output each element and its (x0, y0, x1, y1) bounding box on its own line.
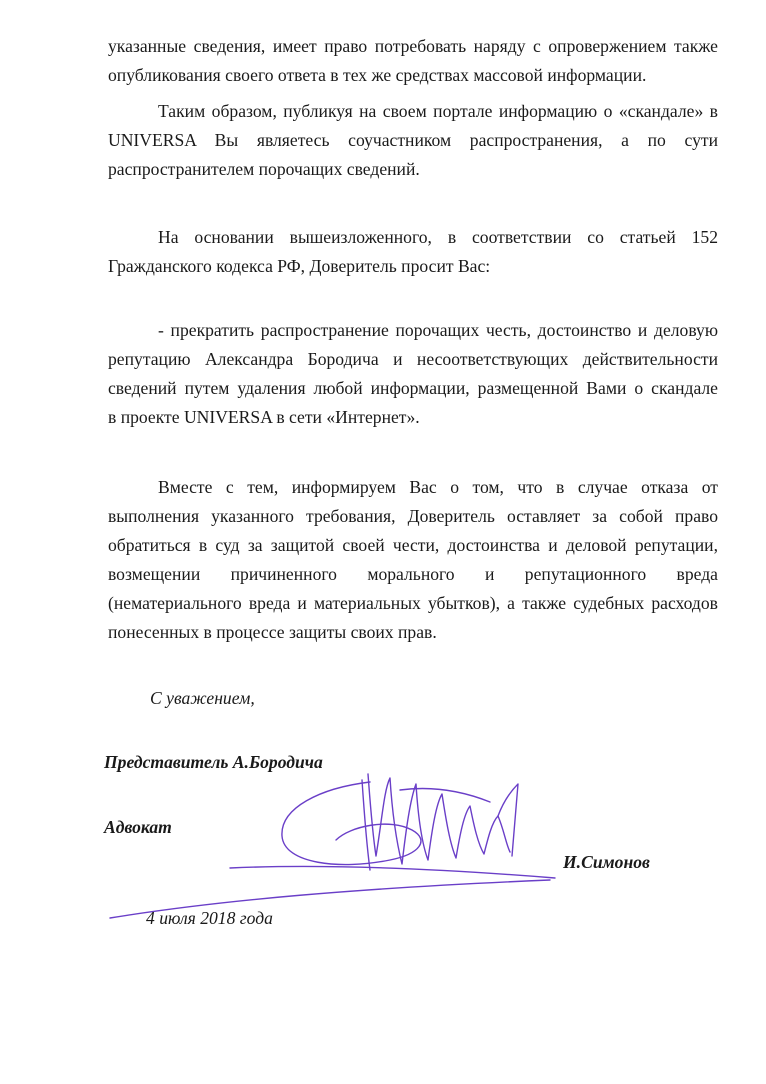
paragraph-3 (108, 223, 718, 281)
text-line: опубликования своего ответа в тех же средствах массовой информации. (108, 65, 647, 85)
text-line: UNIVERSA Вы являетесь соучастником распространения, а по сути (108, 130, 718, 150)
text-line: - прекратить распространение порочащих честь, достоинство и деловую (158, 320, 718, 340)
text-line: распространителем порочащих сведений. (108, 159, 420, 179)
text-line: в проекте UNIVERSA в сети «Интернет». (108, 407, 420, 427)
text-line: указанные сведения, имеет право потребовать наряду с опровержением также (108, 36, 718, 56)
letter-date: 4 июля 2018 года (146, 908, 273, 928)
text-line: Вместе с тем, информируем Вас о том, что в случае отказа от (158, 477, 718, 497)
text-line: выполнения указанного требования, Доверитель оставляет за собой право (108, 506, 718, 526)
paragraph-4 (108, 316, 718, 432)
text-line: сведений путем удаления любой информации, размещенной Вами о скандале (108, 378, 718, 398)
text-line: Гражданского кодекса РФ, Доверитель просит Вас: (108, 256, 491, 276)
text-line: понесенных в процессе защиты своих прав. (108, 622, 437, 642)
signer-name: И.Симонов (563, 852, 650, 872)
paragraph-1 (108, 32, 718, 90)
text-line: обратиться в суд за защитой своей чести, достоинства и деловой репутации, (108, 535, 718, 555)
paragraph-5 (108, 473, 718, 647)
text-line: репутацию Александра Бородича и несоответствующих действительности (108, 349, 718, 369)
text-line: (нематериального вреда и материальных убытков), а также судебных расходов (108, 593, 718, 613)
closing-regards: С уважением, (150, 688, 255, 708)
representative-label: Представитель А.Бородича (104, 752, 323, 772)
paragraph-2 (108, 97, 718, 184)
text-line: возмещении причиненного морального и репутационного вреда (108, 564, 718, 584)
advocate-label: Адвокат (104, 817, 172, 837)
handwritten-signature (100, 760, 570, 930)
text-line: На основании вышеизложенного, в соответствии со статьей 152 (158, 227, 718, 247)
text-line: Таким образом, публикуя на своем портале информацию о «скандале» в (158, 101, 718, 121)
